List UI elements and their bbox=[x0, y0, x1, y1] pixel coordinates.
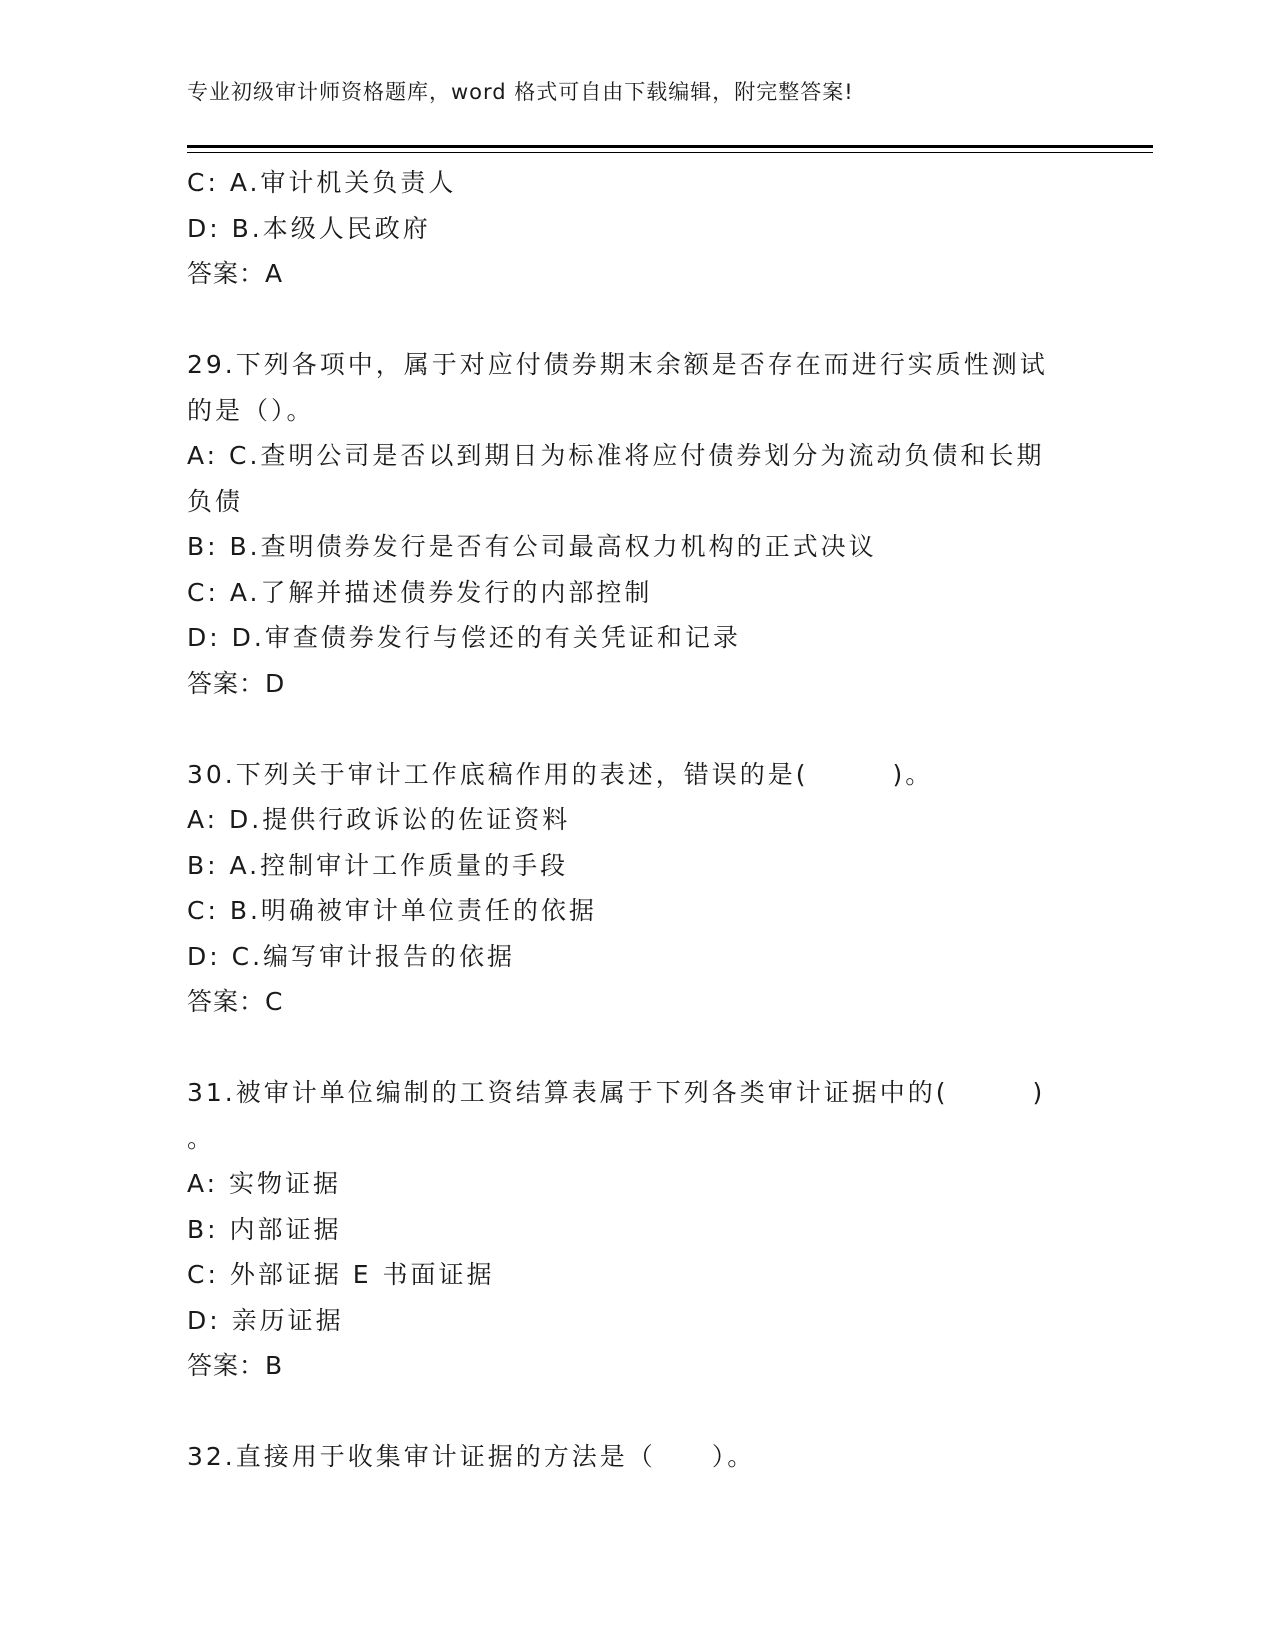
answer-line: 答案：B bbox=[187, 1351, 284, 1380]
question-line: B: A.控制审计工作质量的手段 bbox=[187, 850, 569, 880]
question-line: A: 实物证据 bbox=[187, 1169, 342, 1198]
question-block bbox=[187, 160, 1087, 297]
question-line: D: B.本级人民政府 bbox=[187, 213, 431, 243]
block-gap bbox=[187, 1025, 1087, 1071]
question-line: C: A.了解并描述债券发行的内部控制 bbox=[187, 577, 653, 607]
question-line: D: D.审查债券发行与偿还的有关凭证和记录 bbox=[187, 623, 741, 652]
header-rule-thin bbox=[187, 152, 1153, 153]
question-stem: 29.下列各项中，属于对应付债券期末余额是否存在而进行实质性测试 bbox=[187, 350, 1048, 379]
question-line: C: 外部证据 E 书面证据 bbox=[187, 1260, 495, 1289]
question-stem: 31.被审计单位编制的工资结算表属于下列各类审计证据中的( ) bbox=[187, 1078, 1046, 1107]
block-gap bbox=[187, 706, 1087, 752]
question-block bbox=[187, 1070, 1087, 1389]
block-gap bbox=[187, 297, 1087, 343]
question-line: C: B.明确被审计单位责任的依据 bbox=[187, 896, 597, 925]
answer-line: 答案：A bbox=[187, 259, 284, 288]
question-line: D: C.编写审计报告的依据 bbox=[187, 941, 516, 971]
question-line: 的是（）。 bbox=[187, 395, 315, 425]
question-stem: 30.下列关于审计工作底稿作用的表述，错误的是( )。 bbox=[187, 759, 934, 789]
question-block bbox=[187, 752, 1087, 1025]
question-block bbox=[187, 342, 1087, 706]
question-content bbox=[187, 160, 1087, 1480]
question-line: C: A.审计机关负责人 bbox=[187, 168, 457, 197]
question-line: A: D.提供行政诉讼的佐证资料 bbox=[187, 805, 571, 834]
question-line: D: 亲历证据 bbox=[187, 1305, 344, 1335]
page-header: 专业初级审计师资格题库，word 格式可自由下载编辑，附完整答案! bbox=[187, 80, 854, 104]
question-line: B: B.查明债券发行是否有公司最高权力机构的正式决议 bbox=[187, 532, 877, 561]
answer-line: 答案：D bbox=[187, 668, 286, 698]
question-stem: 32.直接用于收集审计证据的方法是（ ）。 bbox=[187, 1442, 756, 1471]
question-line: 。 bbox=[187, 1123, 216, 1153]
block-gap bbox=[187, 1389, 1087, 1435]
header-rule-thick bbox=[187, 145, 1153, 148]
answer-line: 答案：C bbox=[187, 987, 284, 1016]
question-line: A: C.查明公司是否以到期日为标准将应付债券划分为流动负债和长期 bbox=[187, 441, 1045, 470]
question-line: B: 内部证据 bbox=[187, 1214, 342, 1244]
question-line: 负债 bbox=[187, 486, 244, 516]
question-block bbox=[187, 1434, 1087, 1480]
